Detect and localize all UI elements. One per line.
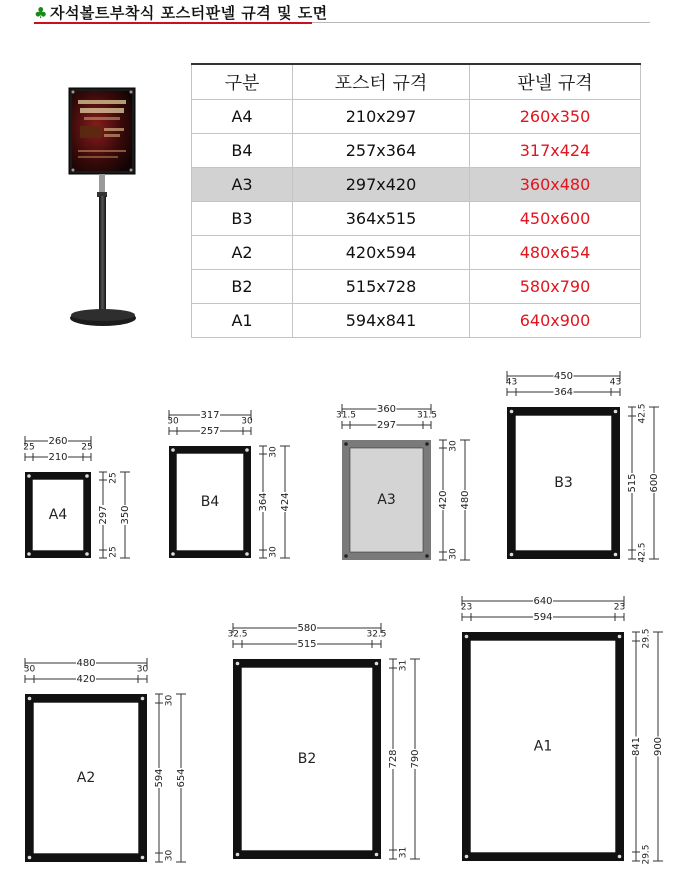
poster-width-dim-label: 210 (48, 452, 68, 463)
margin-right-label: 30 (136, 664, 149, 675)
cell-poster-size: 257x364 (293, 134, 470, 168)
page-title-text: 자석볼트부착식 포스터판넬 규격 및 도면 (49, 4, 328, 22)
poster-width-dim-label: 257 (200, 426, 220, 437)
club-icon: ♣ (34, 4, 48, 22)
poster-height-dim-label: 515 (627, 473, 638, 493)
cell-panel-size: 480x654 (470, 236, 641, 270)
drawing-label: A3 (377, 492, 396, 508)
header-panel-size: 판넬 규격 (470, 64, 641, 100)
margin-bottom-label: 29.5 (641, 844, 652, 865)
poster-height-dim-label: 841 (631, 736, 642, 757)
margin-left-label: 25 (23, 442, 35, 453)
margin-bottom-label: 30 (268, 546, 279, 558)
cell-panel-size: 360x480 (470, 168, 641, 202)
panel-height-dim-label: 600 (649, 473, 660, 493)
magnet-bolt-icon (27, 474, 31, 478)
drawing-a4 (23, 436, 131, 559)
margin-bottom-label: 42.5 (637, 542, 648, 563)
magnet-bolt-icon (236, 662, 240, 666)
margin-top-label: 30 (164, 694, 175, 707)
magnet-bolt-icon (510, 410, 514, 414)
cell-type: A2 (192, 236, 293, 270)
cell-type: B2 (192, 270, 293, 304)
header-type: 구분 (192, 64, 293, 100)
cell-type: B4 (192, 134, 293, 168)
margin-bottom-label: 30 (448, 548, 459, 560)
magnet-bolt-icon (614, 410, 618, 414)
margin-left-label: 30 (167, 416, 179, 427)
magnet-bolt-icon (465, 855, 469, 859)
magnet-bolt-icon (171, 552, 175, 556)
cell-type: B3 (192, 202, 293, 236)
poster-width-dim-label: 297 (376, 420, 397, 431)
poster-width-dim-label: 364 (553, 387, 574, 398)
cell-type: A4 (192, 100, 293, 134)
panel-height-dim-label: 350 (120, 505, 131, 525)
margin-left-label: 23 (460, 602, 473, 613)
cell-panel-size: 580x790 (470, 270, 641, 304)
magnet-bolt-icon (375, 853, 379, 857)
magnet-bolt-icon (344, 442, 348, 446)
margin-top-label: 30 (268, 446, 279, 458)
poster-height-dim-label: 364 (258, 492, 269, 512)
drawing-label: B4 (200, 494, 220, 510)
margin-left-label: 31.5 (335, 410, 357, 421)
header-poster-size: 포스터 규격 (293, 64, 470, 100)
cell-panel-size: 640x900 (470, 304, 641, 338)
margin-bottom-label: 30 (164, 849, 175, 862)
margin-left-label: 30 (23, 664, 36, 675)
poster-height-dim-label: 728 (388, 749, 399, 769)
magnet-bolt-icon (618, 855, 622, 859)
magnet-bolt-icon (614, 553, 618, 557)
panel-width-dim-label: 640 (533, 596, 553, 607)
margin-right-label: 30 (241, 416, 253, 427)
magnet-bolt-icon (618, 635, 622, 639)
magnet-bolt-icon (28, 697, 32, 701)
drawing-a3 (336, 404, 471, 561)
drawing-label: B3 (554, 475, 573, 491)
drawing-b4 (167, 410, 291, 559)
magnet-bolt-icon (425, 442, 429, 446)
poster-width-dim-label: 594 (533, 612, 553, 623)
drawing-a1 (461, 596, 664, 865)
margin-top-label: 42.5 (637, 403, 648, 424)
drawing-label: A2 (76, 770, 96, 786)
magnet-bolt-icon (85, 552, 89, 556)
drawing-a2 (24, 658, 187, 863)
panel-height-dim-label: 654 (176, 768, 187, 788)
magnet-bolt-icon (28, 856, 32, 860)
cell-poster-size: 594x841 (293, 304, 470, 338)
magnet-bolt-icon (236, 853, 240, 857)
margin-bottom-label: 31 (398, 846, 409, 859)
cell-panel-size: 317x424 (470, 134, 641, 168)
panel-height-dim-label: 480 (460, 490, 471, 510)
magnet-bolt-icon (27, 552, 31, 556)
margin-right-label: 32.5 (366, 629, 387, 640)
margin-left-label: 43 (505, 377, 518, 388)
poster-height-dim-label: 594 (154, 768, 165, 788)
margin-top-label: 30 (448, 440, 459, 452)
drawing-label: B2 (297, 751, 317, 767)
magnet-bolt-icon (141, 697, 145, 701)
magnet-bolt-icon (141, 856, 145, 860)
margin-right-label: 43 (609, 377, 622, 388)
magnet-bolt-icon (171, 448, 175, 452)
poster-width-dim-label: 420 (76, 674, 96, 685)
panel-width-dim-label: 580 (297, 623, 317, 634)
magnet-bolt-icon (465, 635, 469, 639)
margin-right-label: 25 (81, 442, 93, 453)
magnet-bolt-icon (510, 553, 514, 557)
cell-panel-size: 260x350 (470, 100, 641, 134)
magnet-bolt-icon (245, 448, 249, 452)
cell-poster-size: 297x420 (293, 168, 470, 202)
magnet-bolt-icon (375, 662, 379, 666)
panel-width-dim-label: 360 (376, 404, 397, 415)
magnet-bolt-icon (344, 554, 348, 558)
margin-top-label: 25 (108, 472, 119, 484)
margin-bottom-label: 25 (108, 546, 119, 558)
magnet-bolt-icon (85, 474, 89, 478)
cell-poster-size: 515x728 (293, 270, 470, 304)
cell-type: A3 (192, 168, 293, 202)
panel-height-dim-label: 900 (653, 736, 664, 757)
drawing-label: A1 (533, 738, 553, 755)
drawing-label: A4 (48, 507, 68, 523)
margin-top-label: 29.5 (641, 628, 652, 649)
cell-panel-size: 450x600 (470, 202, 641, 236)
cell-poster-size: 420x594 (293, 236, 470, 270)
magnet-bolt-icon (425, 554, 429, 558)
drawing-b2 (227, 623, 421, 860)
panel-width-dim-label: 260 (48, 436, 68, 447)
margin-right-label: 31.5 (416, 410, 438, 421)
drawing-b3 (506, 371, 660, 563)
poster-width-dim-label: 515 (297, 639, 317, 650)
margin-right-label: 23 (613, 602, 626, 613)
panel-height-dim-label: 424 (280, 492, 291, 512)
cell-poster-size: 210x297 (293, 100, 470, 134)
magnet-bolt-icon (245, 552, 249, 556)
cell-poster-size: 364x515 (293, 202, 470, 236)
margin-left-label: 32.5 (227, 629, 248, 640)
poster-height-dim-label: 420 (438, 490, 449, 510)
panel-width-dim-label: 317 (200, 410, 220, 421)
panel-width-dim-label: 450 (553, 371, 574, 382)
poster-height-dim-label: 297 (98, 505, 109, 525)
cell-type: A1 (192, 304, 293, 338)
margin-top-label: 31 (398, 659, 409, 672)
panel-height-dim-label: 790 (410, 749, 421, 769)
panel-width-dim-label: 480 (76, 658, 96, 669)
